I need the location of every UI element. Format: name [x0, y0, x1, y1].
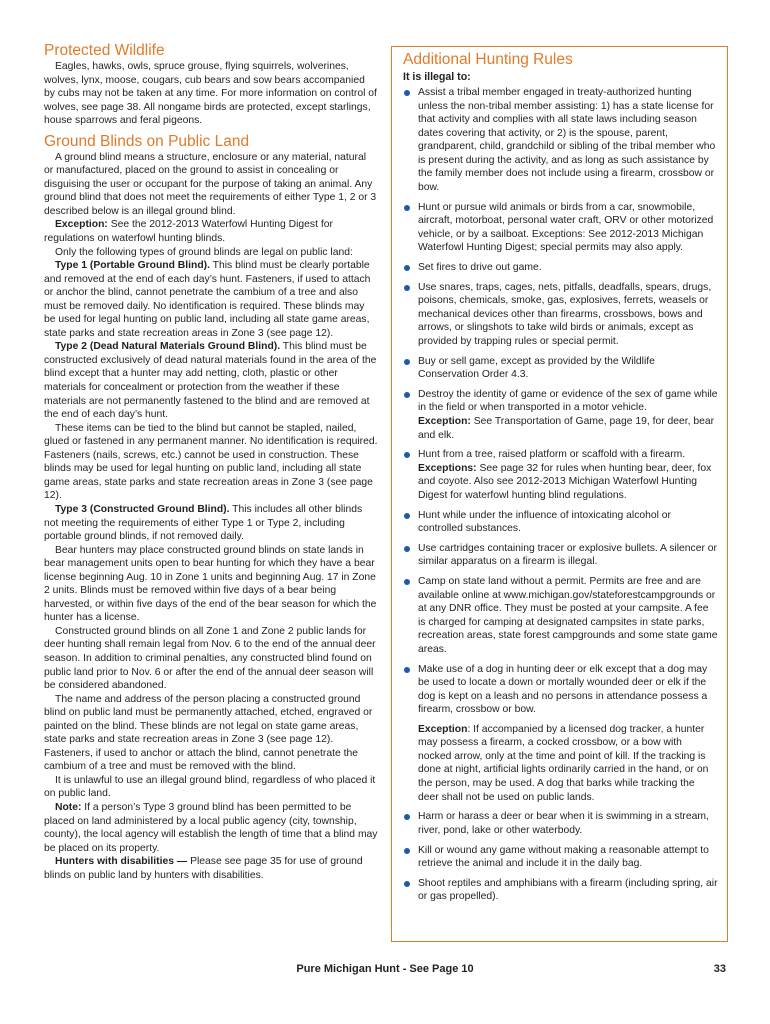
item-exception-text: See Transportation of Game, page 19, for deer, bear and elk.: [418, 415, 715, 441]
type2-label: Type 2 (Dead Natural Materials Ground Blind).: [55, 341, 281, 353]
disabilities-label: Hunters with disabilities —: [55, 856, 188, 868]
bullet-icon: [404, 452, 410, 458]
dog-exception-text: : If accompanied by a licensed dog tracker, a hunter may possess a firearm, a cocked crossbow, or a bow with nocked arrow, only at the time and point of kill. If the tracking is done at night, artificial lights ordinarily carried in the hand, or on the person, may be used. A dog that barks while tracking the deer shall not be used on public lands.: [418, 723, 709, 803]
disabilities-text: Please see page 35 for use of ground blinds on public land by hunters with disabilities.: [44, 856, 363, 881]
list-item: Assist a tribal member engaged in treaty-authorized hunting unless the non-tribal member assisting: 1) has a state license for that activity and complies with all state laws including season dates covering that activity, or 2) is the spouse, parent, grandparent, child, grandchild or sibling of the tribal member who is present during the activity, and as long as such assistance by the family member does not include using a firearm, crossbow or bow.: [403, 86, 718, 194]
list-item: Hunt or pursue wild animals or birds from a car, snowmobile, aircraft, motorboat, personal water craft, ORV or other motorized vehicle, or by a sailboat. Exceptions: See 2012-2013 Michigan Waterfowl Hunting Digest; special permits may also apply.: [403, 201, 718, 255]
dog-exception-label: Exception: [418, 723, 468, 735]
type1-text: This blind must be clearly portable and removed at the end of each day’s hunt. Fasteners, if used to attach or anchor the blind, cannot penetrate the cambium of a tree and also must be removed daily. No identification is required. These blinds may be used for legal hunting on public land, including all state game areas, state parks and state recreation areas in Zone 3 (see page 12).: [44, 260, 371, 339]
bullet-icon: [404, 513, 410, 519]
additional-rules-heading: Additional Hunting Rules: [403, 51, 573, 68]
footer-tagline: Pure Michigan Hunt - See Page 10: [296, 963, 474, 975]
item-exceptions-label: Exceptions:: [418, 462, 477, 474]
list-item: Kill or wound any game without making a reasonable attempt to retrieve the animal and include it in the daily bag.: [403, 844, 718, 871]
bullet-icon: [404, 359, 410, 365]
protected-wildlife-text: Eagles, hawks, owls, spruce grouse, flying squirrels, wolverines, wolves, lynx, moose, cougars, cub bears and sow bears accompanied by cubs may not be taken at any time. For more information on control of wolves, see page 38. All nongame birds are protected, except starlings, house sparrows and feral pigeons.: [44, 61, 377, 127]
type3-label: Type 3 (Constructed Ground Blind).: [55, 503, 230, 515]
bear-hunters-paragraph: Bear hunters may place constructed ground blinds on state lands in bear management units open to bear hunting for which they have a bear license beginning Aug. 10 in Zone 1 units and beginning Aug. 17 in Zone 2 units. Blinds must be removed within five days of a bear being harvested, or within five days of the end of the bear season for which the hunter has a license.: [44, 544, 377, 624]
ground-blinds-heading: Ground Blinds on Public Land: [44, 132, 250, 150]
additional-rules-box: [391, 46, 728, 942]
type1-label: Type 1 (Portable Ground Blind).: [55, 260, 210, 272]
list-item: Shoot reptiles and amphibians with a firearm (including spring, air or gas propelled).: [403, 877, 718, 904]
tied-items-paragraph: These items can be tied to the blind but cannot be stapled, nailed, glued or fastened in any permanent manner. No identification is required. Fasteners (nails, screws, etc.) cannot be used in construction. These blinds may be used for legal hunting on public land, including all state game areas, state parks and state recreation areas in Zone 3 (see page 12).: [44, 422, 378, 502]
type2-text: This blind must be constructed exclusively of dead natural materials found in the area of the blind except that a hunter may add netting, cloth, plastic or other materials for concealment or protection from the weather if these materials are not permanently fastened to the blind and are removed at the end of each day’s hunt.: [44, 341, 377, 421]
list-item: Destroy the identity of game or evidence of the sex of game while in the field or when transported in a motor vehicle. Exception: See Transportation of Game, page 19, for deer, bear and elk.: [403, 388, 718, 442]
legal-types-intro: Only the following types of ground blinds are legal on public land:: [55, 246, 353, 258]
name-address-paragraph: The name and address of the person placing a constructed ground blind on public land must be permanently attached, etched, engraved or painted on the blind. These blinds are not legal on state game areas, state parks and state recreation areas in Zone 3 (see page 12). Fasteners, if used to anchor or attach the blind, cannot penetrate the cambium of a tree and must be removed with the blind.: [44, 693, 373, 773]
illegal-intro: It is illegal to:: [403, 71, 471, 83]
list-item: Make use of a dog in hunting deer or elk except that a dog may be used to locate a down or mortally wounded deer or elk if the dog is kept on a leash and no persons in attendance possess a firearm, crossbow or bow. Exception: If accompanied by a licensed dog tracker, a hunter may possess a firearm, a cocked crossbow, or a bow with nocked arrow, only at the time and point of kill. If the tracking is done at night, artificial lights ordinarily carried in the hand, or on the person, may be used. A dog that barks while tracking the deer shall not be used on public lands.: [403, 663, 718, 804]
list-item: Camp on state land without a permit. Permits are free and are available online at www.michigan.gov/stateforestcampgrounds or at any DNR office. They must be posted at your campsite. A fee is charged for camping at designated campsites in state parks, recreation areas, state forest campgrounds and some state game areas.: [403, 575, 718, 656]
constructed-blinds-paragraph: Constructed ground blinds on all Zone 1 and Zone 2 public lands for deer hunting shall remain legal from Nov. 6 to the end of the annual deer season. In addition to criminal penalties, any constructed blind found on public land prior to Nov. 6 or after the end of the annual deer season will be considered abandoned.: [44, 625, 376, 692]
ground-blind-definition: A ground blind means a structure, enclosure or any material, natural or manufactured, placed on the ground to assist in concealing or disguising the user or occupant for the purpose of taking an animal. Any ground blind that does not meet the requirements of either Type 1, 2 or 3 described below is an illegal ground blind.: [44, 151, 377, 217]
list-item: Hunt while under the influence of intoxicating alcohol or controlled substances.: [403, 509, 718, 536]
bullet-icon: [404, 392, 410, 398]
type3-paragraph: [44, 503, 378, 544]
bullet-icon: [404, 285, 410, 291]
note-text: If a person’s Type 3 ground blind has been permitted to be placed on land administered by a local public agency (city, township, county), the local agency will establish the length of time that a blind may be placed on its property.: [44, 801, 378, 854]
list-item: Use snares, traps, cages, nets, pitfalls, deadfalls, spears, drugs, poisons, chemicals, smoke, gas, explosives, ferrets, weasels or mechanical devices other than firearms, crossbows, bows and arrows, or slingshots to take wild birds or animals, except as provided by trapping rules or special permit.: [403, 281, 718, 349]
bullet-icon: [404, 546, 410, 552]
list-item: Harm or harass a deer or bear when it is swimming in a stream, river, pond, lake or other waterbody.: [403, 810, 718, 837]
list-item: Set fires to drive out game.: [403, 261, 718, 275]
type1-paragraph: [44, 259, 378, 340]
page-number: 33: [713, 963, 726, 975]
bullet-icon: [404, 667, 410, 673]
note-paragraph: [44, 801, 378, 855]
disabilities-paragraph: [44, 855, 378, 882]
bullet-icon: [404, 814, 410, 820]
bullet-icon: [404, 848, 410, 854]
rules-list: [403, 86, 718, 904]
exception-text: See the 2012-2013 Waterfowl Hunting Digest for regulations on waterfowl hunting blinds.: [44, 219, 333, 245]
left-column: [44, 42, 378, 882]
exception-label: Exception:: [55, 219, 108, 231]
bullet-icon: [404, 205, 410, 211]
exception-paragraph: [44, 218, 378, 245]
list-item: Hunt from a tree, raised platform or scaffold with a firearm. Exceptions: See page 32 for rules when hunting bear, deer, fox and coyote. Also see 2012-2013 Michigan Waterfowl Hunting Digest for waterfowl hunting blind regulations.: [403, 448, 718, 502]
bullet-icon: [404, 265, 410, 271]
bullet-icon: [404, 881, 410, 887]
bullet-icon: [404, 579, 410, 585]
item-exceptions-text: See page 32 for rules when hunting bear, deer, fox and coyote. Also see 2012-2013 Michigan Waterfowl Hunting Digest for waterfowl hunting blind regulations.: [418, 462, 712, 501]
unlawful-paragraph: It is unlawful to use an illegal ground blind, regardless of who placed it on public land.: [44, 774, 376, 800]
item-exception-label: Exception:: [418, 415, 471, 427]
list-item: Use cartridges containing tracer or explosive bullets. A silencer or similar apparatus on a firearm is illegal.: [403, 542, 718, 569]
note-label: Note:: [55, 801, 82, 813]
type3-text: This includes all other blinds not meeting the requirements of either Type 1 or Type 2, including portable ground blinds, if not removed daily.: [44, 503, 363, 543]
bullet-icon: [404, 90, 410, 96]
dog-exception: [418, 723, 718, 804]
list-item: Buy or sell game, except as provided by the Wildlife Conservation Order 4.3.: [403, 355, 718, 382]
protected-wildlife-heading: Protected Wildlife: [44, 42, 165, 59]
type2-paragraph: [44, 340, 378, 421]
